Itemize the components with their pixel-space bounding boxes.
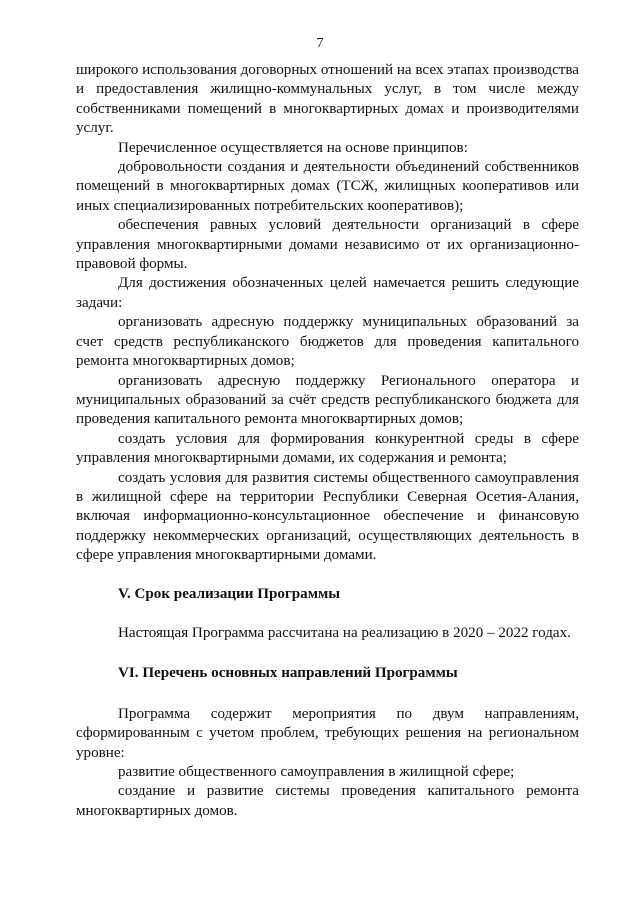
paragraph: развитие общественного самоуправления в жилищной сфере;: [118, 764, 515, 780]
section-spacer: [76, 643, 579, 664]
section-spacer: [76, 566, 579, 585]
paragraph: создать условия для развития системы общественного самоуправления в жилищной сфере на территории Республики Северная Осетия-Алания, включая информационно-консультационное обеспечение и финансовую поддержку некоммерческих организаций, осуществляющих деятельность в сфере управления многоквартирными домами.: [76, 469, 579, 564]
paragraph: добровольности создания и деятельности объединений собственников помещений в многоквартирных домах (ТСЖ, жилищных кооперативов или иных специализированных потребительских кооперативов);: [76, 159, 579, 214]
paragraph: Перечисленное осуществляется на основе принципов:: [118, 139, 468, 156]
section-heading-term: V. Срок реализации Программы: [118, 585, 341, 602]
paragraph: организовать адресную поддержку Регионального оператора и муниципальных образований за счёт средств республиканского бюджета для проведения капитального ремонта многоквартирных домов;: [76, 372, 579, 428]
paragraph: обеспечения равных условий деятельности организаций в сфере управления многоквартирными домами независимо от их организационно-правовой формы.: [76, 217, 579, 273]
paragraph: широкого использования договорных отношений на всех этапах производства и предоставления жилищно-коммунальных услуг, в том числе между собственниками помещений в многоквартирных домах и производителями услуг.: [76, 62, 579, 137]
section-spacer: [76, 684, 579, 705]
program-term-text: Настоящая Программа рассчитана на реализацию в 2020 – 2022 годах.: [118, 624, 571, 641]
paragraph: создать условия для формирования конкурентной среды в сфере управления многоквартирными домами, их содержания и ремонта;: [76, 430, 579, 467]
section-spacer: [76, 604, 579, 624]
paragraph: Программа содержит мероприятия по двум направлениям, сформированным с учетом проблем, требующих решения на региональном уровне:: [76, 705, 579, 761]
section-heading-directions: VI. Перечень основных направлений Программы: [118, 665, 458, 682]
page-number: 7: [316, 36, 324, 51]
paragraph: создание и развитие системы проведения капитального ремонта многоквартирных домов.: [76, 783, 579, 819]
paragraph: Для достижения обозначенных целей намечается решить следующие задачи:: [76, 275, 579, 311]
paragraph: организовать адресную поддержку муниципальных образований за счет средств республиканского бюджетов для проведения капитального ремонта многоквартирных домов;: [76, 314, 579, 370]
document-body: [76, 61, 579, 821]
